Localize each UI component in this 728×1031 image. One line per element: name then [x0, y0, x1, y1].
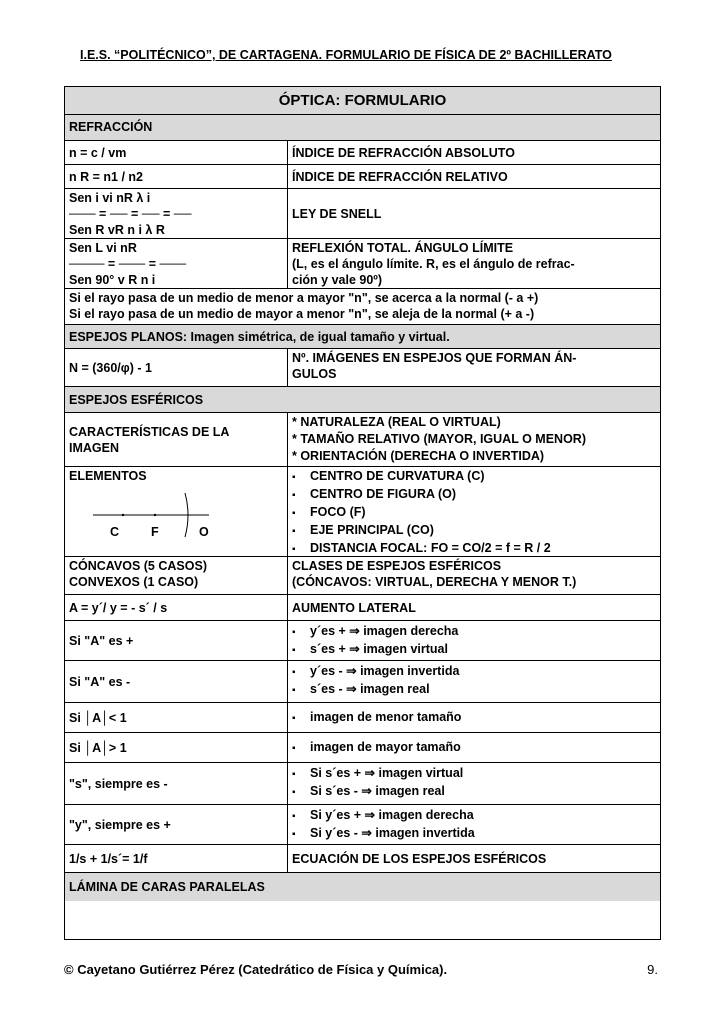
formula: A = y´/ y = - s´ / s — [65, 595, 288, 620]
description: LEY DE SNELL — [292, 206, 382, 221]
description — [288, 349, 660, 386]
row-aumento — [65, 595, 660, 621]
formula: 1/s + 1/s´= 1/f — [65, 845, 288, 872]
result-list — [288, 805, 660, 844]
section-title: ESPEJOS ESFÉRICOS — [69, 392, 204, 407]
result-list — [288, 763, 660, 804]
formula: N = (360/φ) - 1 — [65, 349, 288, 386]
section-refraccion — [65, 115, 660, 141]
row-y-positivo — [65, 805, 660, 845]
section-title: LÁMINA DE CARAS PARALELAS — [69, 880, 265, 894]
mirror-diagram — [85, 489, 285, 549]
formula-line: ──── = ─── = ─── — [69, 257, 187, 271]
description-line: REFLEXIÓN TOTAL. ÁNGULO LÍMITE — [292, 241, 514, 255]
list-item: ▪ y´es - ⇒ imagen invertida — [292, 663, 656, 681]
list-item: ▪ Si y´es - ⇒ imagen invertida — [292, 825, 656, 843]
list-item: ▪ CENTRO DE FIGURA (O) — [292, 486, 656, 504]
condition: Si │A│> 1 — [65, 733, 288, 762]
label-line: IMAGEN — [69, 440, 119, 455]
section-lamina — [65, 873, 660, 901]
list-item: * ORIENTACIÓN (DERECHA O INVERTIDA) — [292, 449, 545, 463]
formula-line: Sen R vR n i λ R — [69, 223, 165, 237]
list-item: * NATURALEZA (REAL O VIRTUAL) — [292, 415, 501, 429]
description — [288, 239, 660, 288]
page-header: I.E.S. “POLITÉCNICO”, DE CARTAGENA. FORMULARIO DE FÍSICA DE 2º BACHILLERATO — [80, 48, 612, 62]
row-a-mayor — [65, 733, 660, 763]
result-list — [288, 621, 660, 660]
list-item: ▪ Si s´es - ⇒ imagen real — [292, 783, 656, 801]
row-angulo-limite — [65, 239, 660, 289]
condition: Si "A" es + — [65, 621, 288, 660]
row-indice-relativo — [65, 165, 660, 189]
footer-credit: © Cayetano Gutiérrez Pérez (Catedrático de Física y Química). — [64, 962, 448, 977]
formula-line: ─── = ── = ── = ── — [69, 207, 192, 221]
row-ecuacion — [65, 845, 660, 873]
snell-formula — [65, 189, 288, 238]
row-a-negativo — [65, 661, 660, 703]
page-title: ÓPTICA: FORMULARIO — [278, 92, 447, 109]
description-line: GULOS — [292, 367, 337, 381]
label-line: CONVEXOS (1 CASO) — [69, 575, 199, 589]
caracteristicas-label — [65, 413, 288, 466]
condition: "s", siempre es - — [65, 763, 288, 804]
elementos-label: ELEMENTOS — [69, 469, 147, 483]
list-item: ▪ FOCO (F) — [292, 504, 656, 522]
title-row — [65, 87, 660, 115]
list-item: ▪ Si y´es + ⇒ imagen derecha — [292, 807, 656, 825]
page-footer — [64, 962, 658, 977]
row-snell — [65, 189, 660, 239]
description-line: (L, es el ángulo límite. R, es el ángulo de refrac- — [292, 257, 575, 271]
list-item: ▪ Si s´es + ⇒ imagen virtual — [292, 765, 656, 783]
clases-left — [65, 557, 288, 594]
elementos-list — [288, 467, 660, 556]
label-line: CÓNCAVOS (5 CASOS) — [69, 559, 207, 573]
description: ÍNDICE DE REFRACCIÓN ABSOLUTO — [292, 145, 515, 160]
condition: "y", siempre es + — [65, 805, 288, 844]
row-a-menor — [65, 703, 660, 733]
row-indice-absoluto — [65, 141, 660, 165]
list-item: ▪ s´es + ⇒ imagen virtual — [292, 641, 656, 659]
list-item: ▪ CENTRO DE CURVATURA (C) — [292, 468, 656, 486]
formula-line: Sen i vi nR λ i — [69, 191, 151, 205]
label-c: C — [110, 525, 120, 539]
list-item: ▪ s´es - ⇒ imagen real — [292, 681, 656, 699]
row-a-positivo — [65, 621, 660, 661]
row-s-negativo — [65, 763, 660, 805]
description-line: Nº. IMÁGENES EN ESPEJOS QUE FORMAN ÁN- — [292, 351, 577, 365]
note-line: Si el rayo pasa de un medio de menor a mayor "n", se acerca a la normal (- a +) — [69, 291, 539, 305]
list-item: ▪ EJE PRINCIPAL (CO) — [292, 522, 656, 540]
description: ECUACIÓN DE LOS ESPEJOS ESFÉRICOS — [292, 851, 547, 866]
label-f: F — [151, 525, 159, 539]
clases-right — [288, 557, 660, 594]
row-caracteristicas — [65, 413, 660, 467]
caracteristicas-list — [288, 413, 660, 466]
description-line: (CÓNCAVOS: VIRTUAL, DERECHA Y MENOR T.) — [292, 575, 577, 589]
result-list — [288, 661, 660, 702]
list-item: ▪ DISTANCIA FOCAL: FO = CO/2 = f = R / 2 — [292, 540, 656, 556]
description-line: ción y vale 90º) — [292, 273, 383, 287]
list-item: ▪ y´es + ⇒ imagen derecha — [292, 623, 656, 641]
description: AUMENTO LATERAL — [292, 600, 416, 615]
list-item: ▪ imagen de mayor tamaño — [292, 739, 656, 757]
condition: Si │A│< 1 — [65, 703, 288, 732]
formulario-table — [64, 86, 661, 940]
label-o: O — [199, 525, 209, 539]
note-line: Si el rayo pasa de un medio de mayor a menor "n", se aleja de la normal (+ a -) — [69, 307, 535, 321]
result-list — [288, 703, 660, 732]
description: ÍNDICE DE REFRACCIÓN RELATIVO — [292, 169, 508, 184]
formula-line: Sen 90° v R n i — [69, 273, 156, 287]
limite-formula — [65, 239, 288, 288]
normal-note — [65, 289, 660, 324]
formula: n R = n1 / n2 — [65, 165, 288, 188]
condition: Si "A" es - — [65, 661, 288, 702]
section-espejos-planos — [65, 325, 660, 349]
section-title: ESPEJOS PLANOS: Imagen simétrica, de igual tamaño y virtual. — [69, 329, 450, 344]
row-num-imagenes — [65, 349, 660, 387]
list-item: * TAMAÑO RELATIVO (MAYOR, IGUAL O MENOR) — [292, 432, 586, 446]
formula: n = c / vm — [65, 141, 288, 164]
row-clases — [65, 557, 660, 595]
section-espejos-esfericos — [65, 387, 660, 413]
result-list — [288, 733, 660, 762]
label-line: CARACTERÍSTICAS DE LA — [69, 424, 230, 439]
row-elementos — [65, 467, 660, 557]
row-normal — [65, 289, 660, 325]
page-number: 9. — [647, 962, 658, 977]
elementos-cell — [65, 467, 288, 556]
formula-line: Sen L vi nR — [69, 241, 137, 255]
list-item: ▪ imagen de menor tamaño — [292, 709, 656, 727]
section-title: REFRACCIÓN — [69, 120, 153, 134]
description-line: CLASES DE ESPEJOS ESFÉRICOS — [292, 559, 502, 573]
